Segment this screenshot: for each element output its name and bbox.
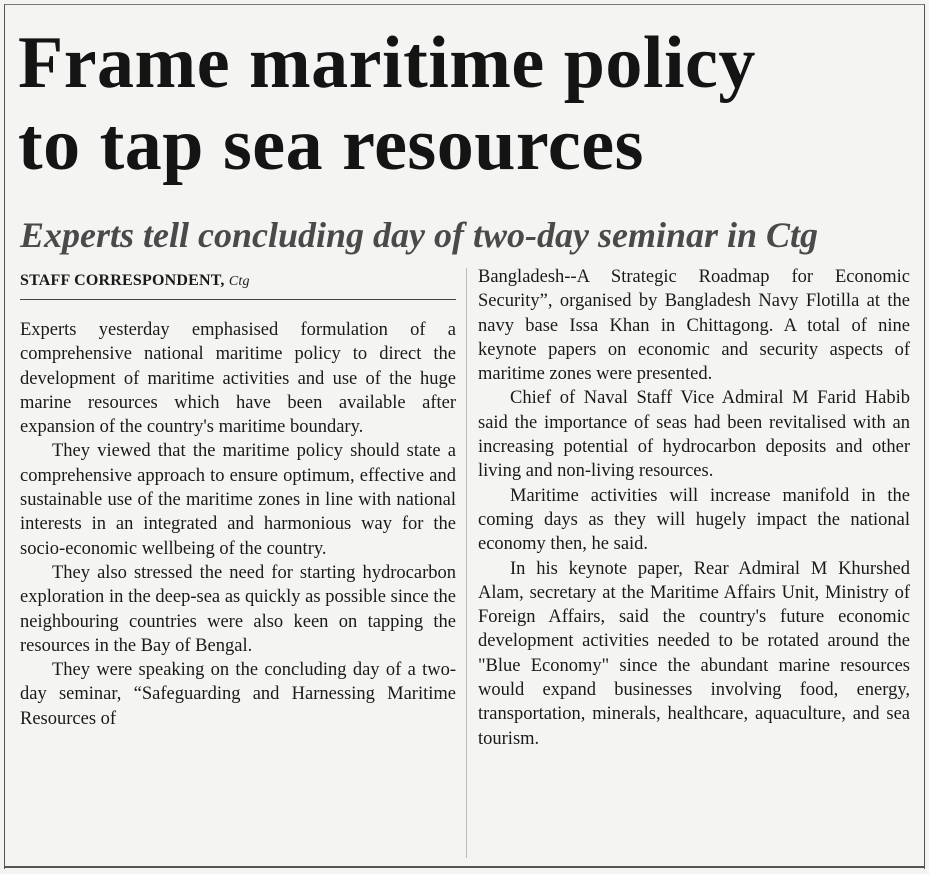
headline-line-1: Frame maritime policy <box>18 22 756 104</box>
byline-name: STAFF CORRESPONDENT, <box>20 272 225 289</box>
paragraph: They were speaking on the concluding day of a two-day seminar, “Safeguarding and Harnessing Maritime Resources of <box>20 660 456 729</box>
byline <box>20 270 450 293</box>
paragraph: They viewed that the maritime policy should state a comprehensive approach to ensure optimum, effective and sustainable use of the maritime zones in line with national interests in an integrated and harmonious way for the socio-economic wellbeing of the country. <box>20 441 456 559</box>
left-column <box>20 318 456 731</box>
paragraph: In his keynote paper, Rear Admiral M Khurshed Alam, secretary at the Maritime Affairs Unit, Ministry of Foreign Affairs, said the country's future economic development activities needed to be rotated around the "Blue Economy" since the abundant marine resources would expand businesses involving food, energy, transportation, minerals, healthcare, aquaculture, and sea tourism. <box>478 558 910 749</box>
right-column <box>478 265 910 751</box>
subheadline: Experts tell concluding day of two-day seminar in Ctg <box>20 215 819 255</box>
paragraph: They also stressed the need for starting hydrocarbon exploration in the deep-sea as quickly as possible since the neighbouring countries were also keen on tapping the resources in the Bay of Bengal. <box>20 562 456 656</box>
paragraph: Maritime activities will increase manifold in the coming days as they will hugely impact the national economy then, he said. <box>478 485 910 555</box>
column-divider <box>466 268 467 858</box>
headline-line-2: to tap sea resources <box>18 104 644 186</box>
bottom-rule <box>4 866 925 868</box>
headline <box>18 22 918 186</box>
paragraph: Experts yesterday emphasised formulation of a comprehensive national maritime policy to direct the development of maritime activities and use of the huge marine resources which have been available after expansion of the country's maritime boundary. <box>20 320 456 438</box>
paragraph: Chief of Naval Staff Vice Admiral M Farid Habib said the importance of seas had been revitalised with an increasing potential of hydrocarbon deposits and other living and non-living resources. <box>478 388 910 482</box>
byline-divider <box>20 299 456 300</box>
paragraph: Bangladesh--A Strategic Roadmap for Economic Security”, organised by Bangladesh Navy Flotilla at the navy base Issa Khan in Chittagong. A total of nine keynote papers on economic and security aspects of maritime zones were presented. <box>478 267 910 385</box>
byline-location: Ctg <box>228 274 250 289</box>
